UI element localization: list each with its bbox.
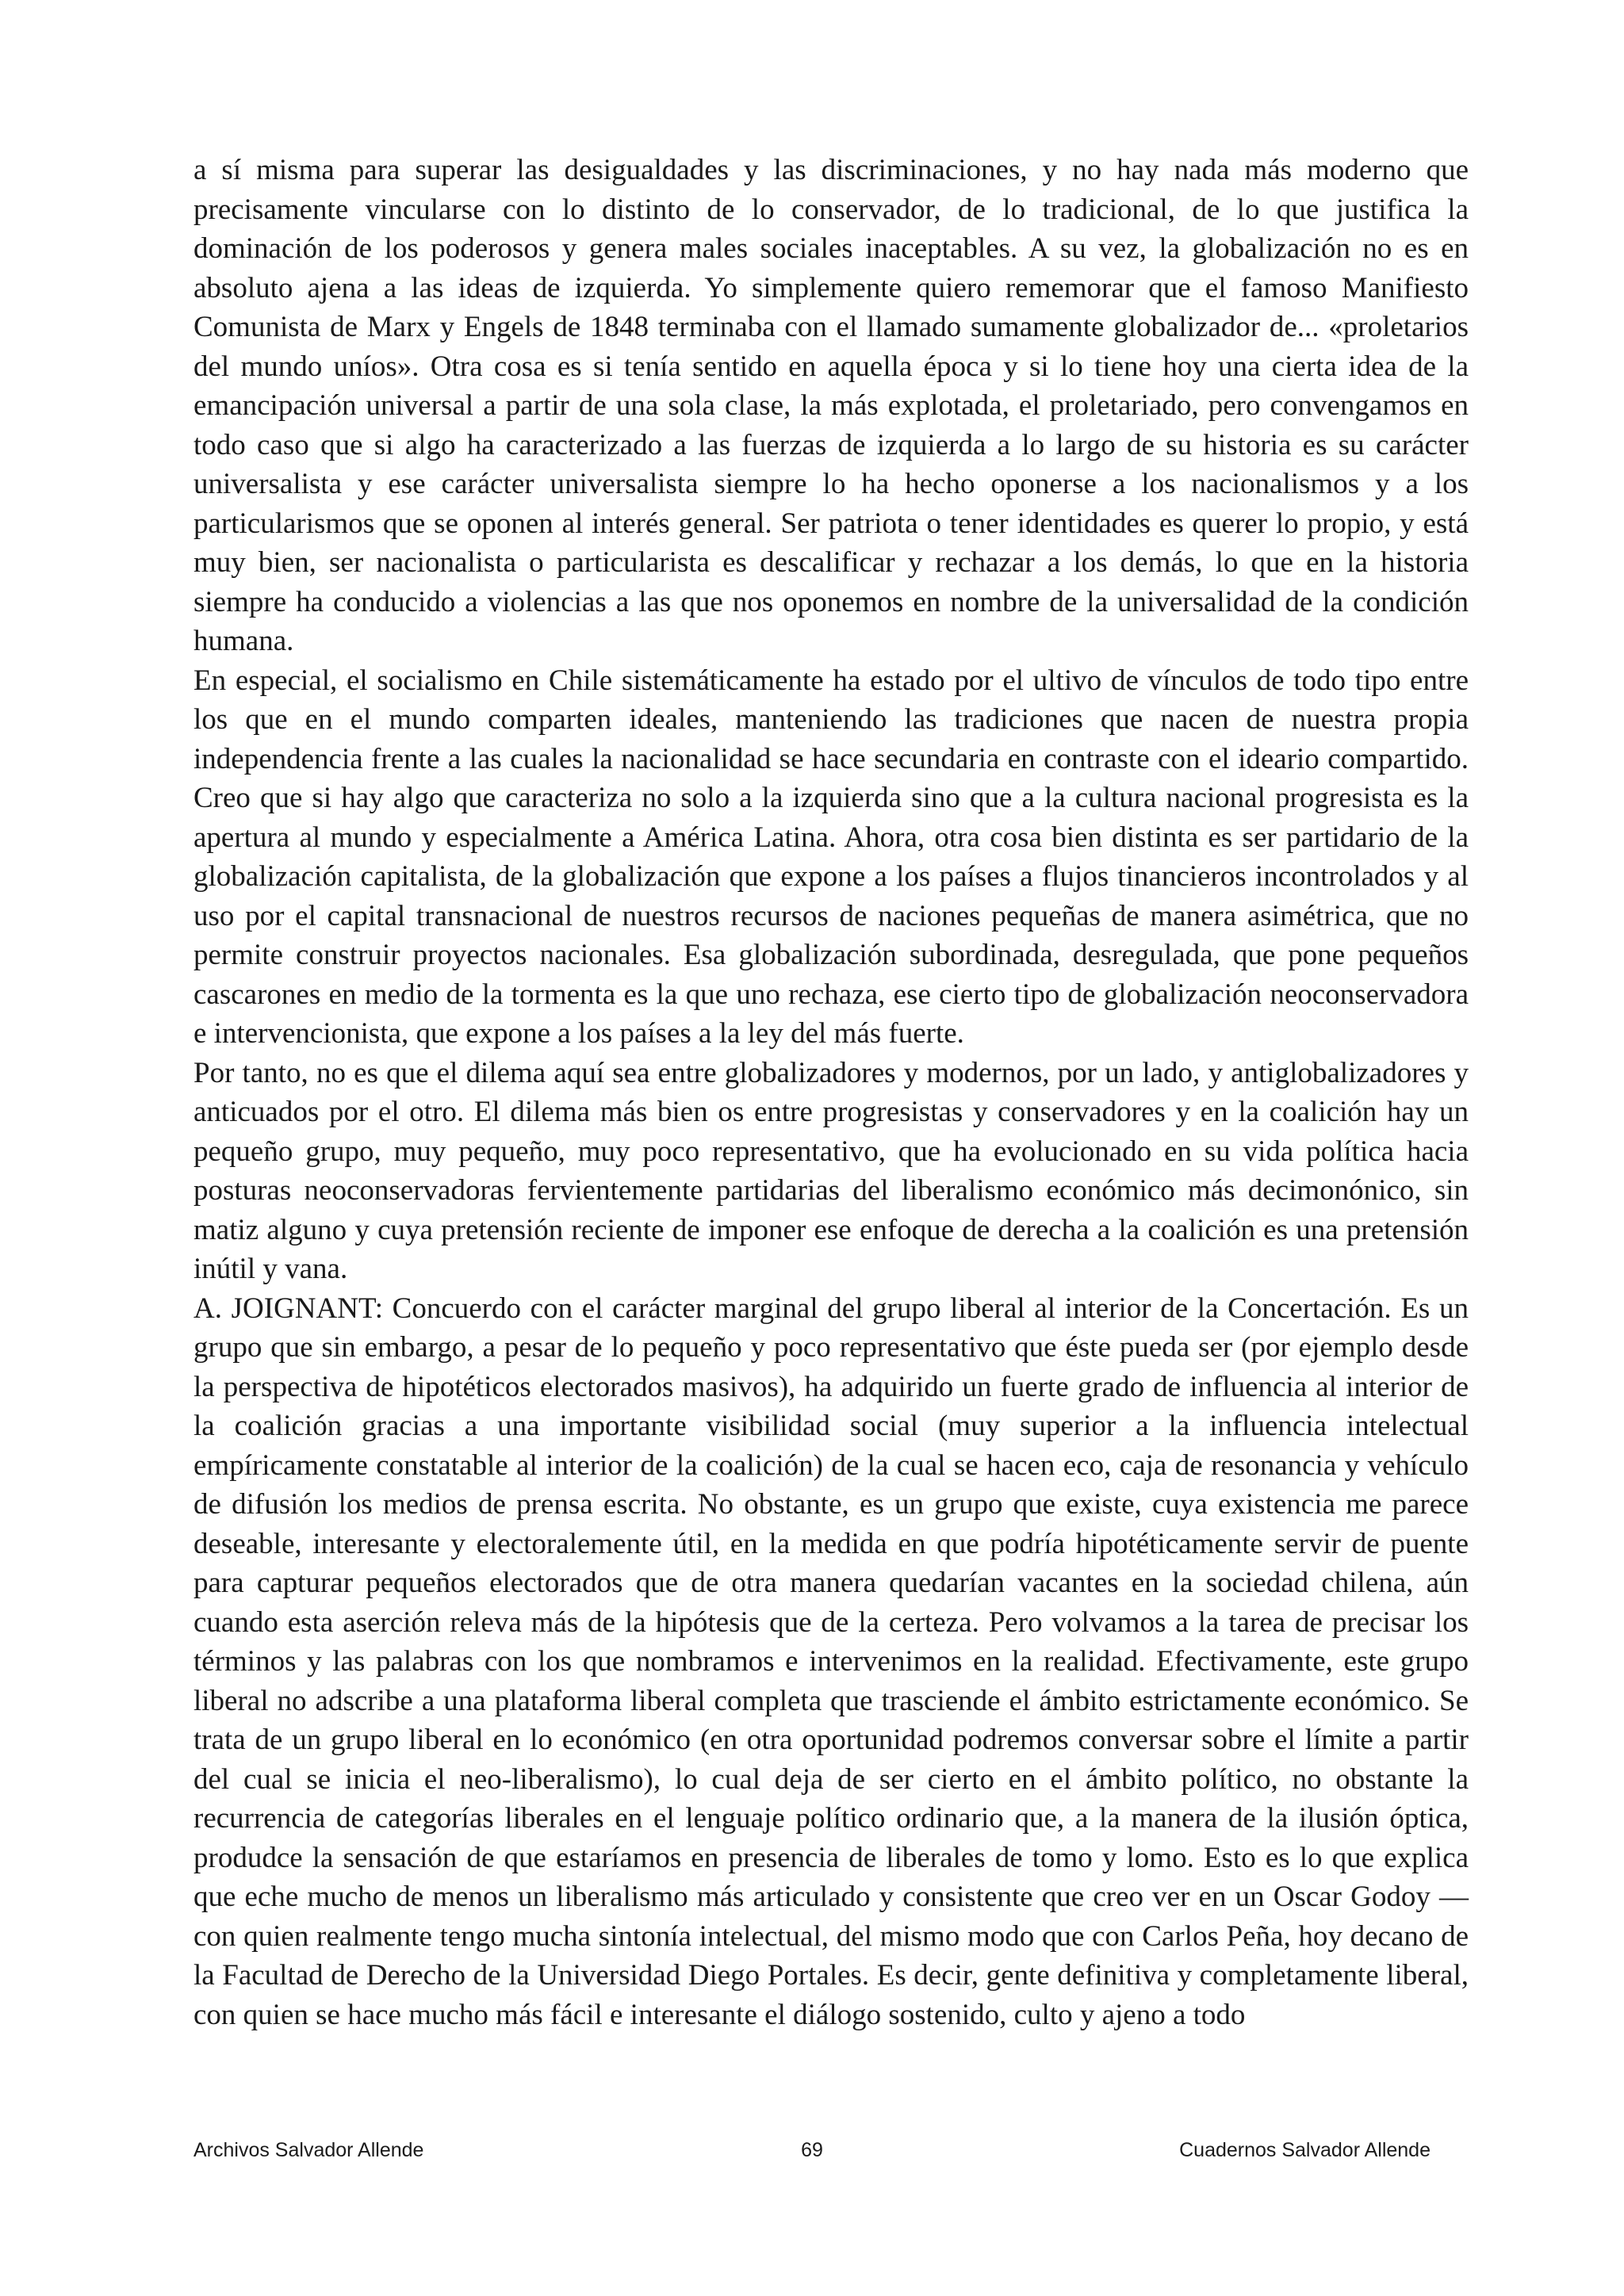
footer-page-number: 69 [801, 2139, 823, 2161]
body-text [193, 151, 1469, 2034]
paragraph: En especial, el socialismo en Chile sistemáticamente ha estado por el ultivo de vínculos de todo tipo entre los que en el mundo comparten ideales, manteniendo las tradiciones que nacen de nuestra propia independencia frente a las cuales la nacionalidad se hace secundaria en contraste con el ideario compartido. Creo que si hay algo que caracteriza no solo a la izquierda sino que a la cultura nacional progresista es la apertura al mundo y especialmente a América Latina. Ahora, otra cosa bien distinta es ser partidario de la globalización capitalista, de la globalización que expone a los países a flujos tinancieros incontrolados y al uso por el capital transnacional de nuestros recursos de naciones pequeñas de manera asimétrica, que no permite construir proyectos nacionales. Esa globalización subordinada, desregulada, que pone pequeños cascarones en medio de la tormenta es la que uno rechaza, ese cierto tipo de globalización neoconservadora e intervencionista, que expone a los países a la ley del más fuerte. [193, 664, 1469, 1050]
footer-left-title: Archivos Salvador Allende [193, 2139, 424, 2161]
paragraph: a sí misma para superar las desigualdades y las discriminaciones, y no hay nada más moderno que precisamente vincularse con lo distinto de lo conservador, de lo tradicional, de lo que justifica la dominación de los poderosos y genera males sociales inaceptables. A su vez, la globalización no es en absoluto ajena a las ideas de izquierda. Yo simplemente quiero rememorar que el famoso Manifiesto Comunista de Marx y Engels de 1848 terminaba con el llamado sumamente globalizador de... «proletarios del mundo uníos». Otra cosa es si tenía sentido en aquella época y si lo tiene hoy una cierta idea de la emancipación universal a partir de una sola clase, la más explotada, el proletariado, pero convengamos en todo caso que si algo ha caracterizado a las fuerzas de izquierda a lo largo de su historia es su carácter universalista y ese carácter universalista siempre lo ha hecho oponerse a los nacionalismos y a los particularismos que se oponen al interés general. Ser patriota o tener identidades es querer lo propio, y está muy bien, ser nacionalista o particularista es descalificar y rechazar a los demás, lo que en la historia siempre ha conducido a violencias a las que nos oponemos en nombre de la universalidad de la condición humana. [193, 154, 1469, 657]
page-footer [193, 2139, 1431, 2171]
footer-right-title: Cuadernos Salvador Allende [1179, 2139, 1431, 2161]
paragraph: Por tanto, no es que el dilema aquí sea entre globalizadores y modernos, por un lado, y antiglobalizadores y anticuados por el otro. El dilema más bien os entre progresistas y conservadores y en la coalición hay un pequeño grupo, muy pequeño, muy poco representativo, que ha evolucionado en su vida política hacia posturas neoconservadoras fervientemente partidarias del liberalismo económico más decimonónico, sin matiz alguno y cuya pretensión reciente de imponer ese enfoque de derecha a la coalición es una pretensión inútil y vana. [193, 1056, 1469, 1285]
paragraph: A. JOIGNANT: Concuerdo con el carácter marginal del grupo liberal al interior de la Concertación. Es un grupo que sin embargo, a pesar de lo pequeño y poco representativo que éste pueda ser (por ejemplo desde la perspectiva de hipotéticos electorados masivos), ha adquirido un fuerte grado de influencia al interior de la coalición gracias a una importante visibilidad social (muy superior a la influencia intelectual empíricamente constatable al interior de la coalición) de la cual se hacen eco, caja de resonancia y vehículo de difusión los medios de prensa escrita. No obstante, es un grupo que existe, cuya existencia me parece deseable, interesante y electoralemente útil, en la medida en que podría hipotéticamente servir de puente para capturar pequeños electorados que de otra manera quedarían vacantes en la sociedad chilena, aún cuando esta aserción releva más de la hipótesis que de la certeza. Pero volvamos a la tarea de precisar los términos y las palabras con los que nombramos e intervenimos en la realidad. Efectivamente, este grupo liberal no adscribe a una plataforma liberal completa que trasciende el ámbito estrictamente económico. Se trata de un grupo liberal en lo económico (en otra oportunidad podremos conversar sobre el límite a partir del cual se inicia el neo-liberalismo), lo cual deja de ser cierto en el ámbito político, no obstante la recurrencia de categorías liberales en el lenguaje político ordinario que, a la manera de la ilusión óptica, produdce la sensación de que estaríamos en presencia de liberales de tomo y lomo. Esto es lo que explica que eche mucho de menos un liberalismo más articulado y consistente que creo ver en un Oscar Godoy —con quien realmente tengo mucha sintonía intelectual, del mismo modo que con Carlos Peña, hoy decano de la Facultad de Derecho de la Universidad Diego Portales. Es decir, gente definitiva y completamente liberal, con quien se hace mucho más fácil e interesante el diálogo sostenido, culto y ajeno a todo [193, 1292, 1469, 2031]
